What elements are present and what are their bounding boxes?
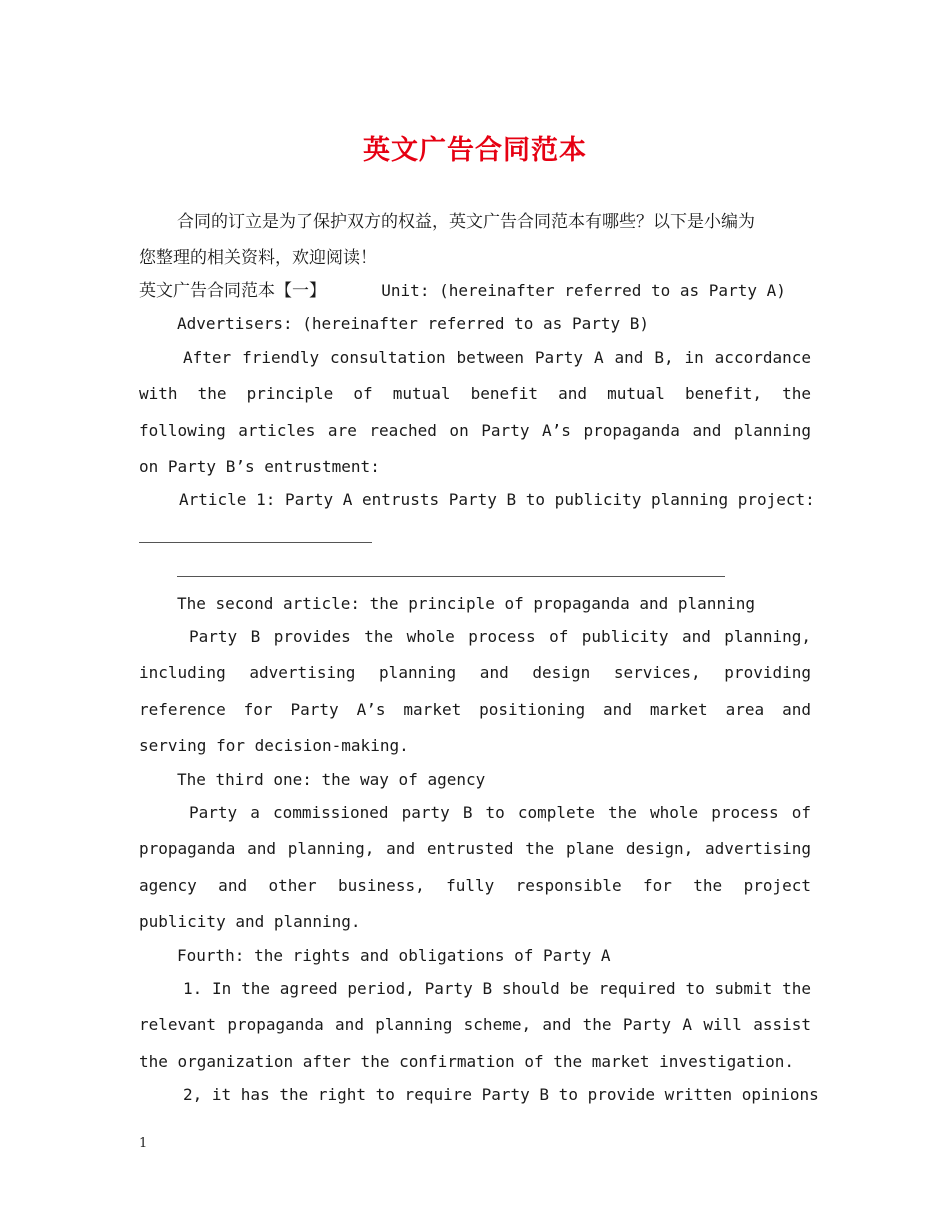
unit-line: Unit: (hereinafter referred to as Party A) (381, 281, 786, 300)
blank-fill-line-2 (177, 576, 725, 577)
intro-line-2: 您整理的相关资料，欢迎阅读！ (139, 248, 377, 268)
article-2-heading: The second article: the principle of propaganda and planning (177, 594, 755, 613)
article-1: Article 1: Party A entrusts Party B to publicity planning project: (179, 490, 815, 509)
consultation-paragraph: After friendly consultation between Party A and B, in accordance with the principle of mutual benefit and mutual benefit, the following articles are reached on Party A’s propaganda and planning on Party B’s entrustment: (139, 348, 811, 476)
page-number: 1 (139, 1136, 148, 1151)
article-4-item-2: 2, it has the right to require Party B to provide written opinions (183, 1085, 819, 1104)
article-2-body: Party B provides the whole process of publicity and planning, including advertising planning and design services, providing reference for Party A’s market positioning and market area and serving for decision-making. (139, 627, 811, 755)
document-title: 英文广告合同范本 (363, 135, 587, 166)
intro-line-1: 合同的订立是为了保护双方的权益，英文广告合同范本有哪些？以下是小编为 (177, 212, 755, 232)
advertisers-line: Advertisers: (hereinafter referred to as Party B) (177, 314, 650, 333)
article-4-heading: Fourth: the rights and obligations of Party A (177, 946, 611, 965)
article-3-heading: The third one: the way of agency (177, 770, 486, 789)
article-3-body: Party a commissioned party B to complete the whole process of propaganda and planning, and entrusted the plane design, advertising agency and other business, fully responsible for the project publicity and planning. (139, 803, 811, 931)
blank-fill-line-1 (139, 542, 372, 543)
article-4-item-1: 1. In the agreed period, Party B should be required to submit the relevant propaganda and planning scheme, and the Party A will assist the organization after the confirmation of the market investigation. (139, 979, 811, 1071)
section-heading-row (139, 273, 811, 309)
section-1-heading: 英文广告合同范本【一】 (139, 281, 326, 301)
